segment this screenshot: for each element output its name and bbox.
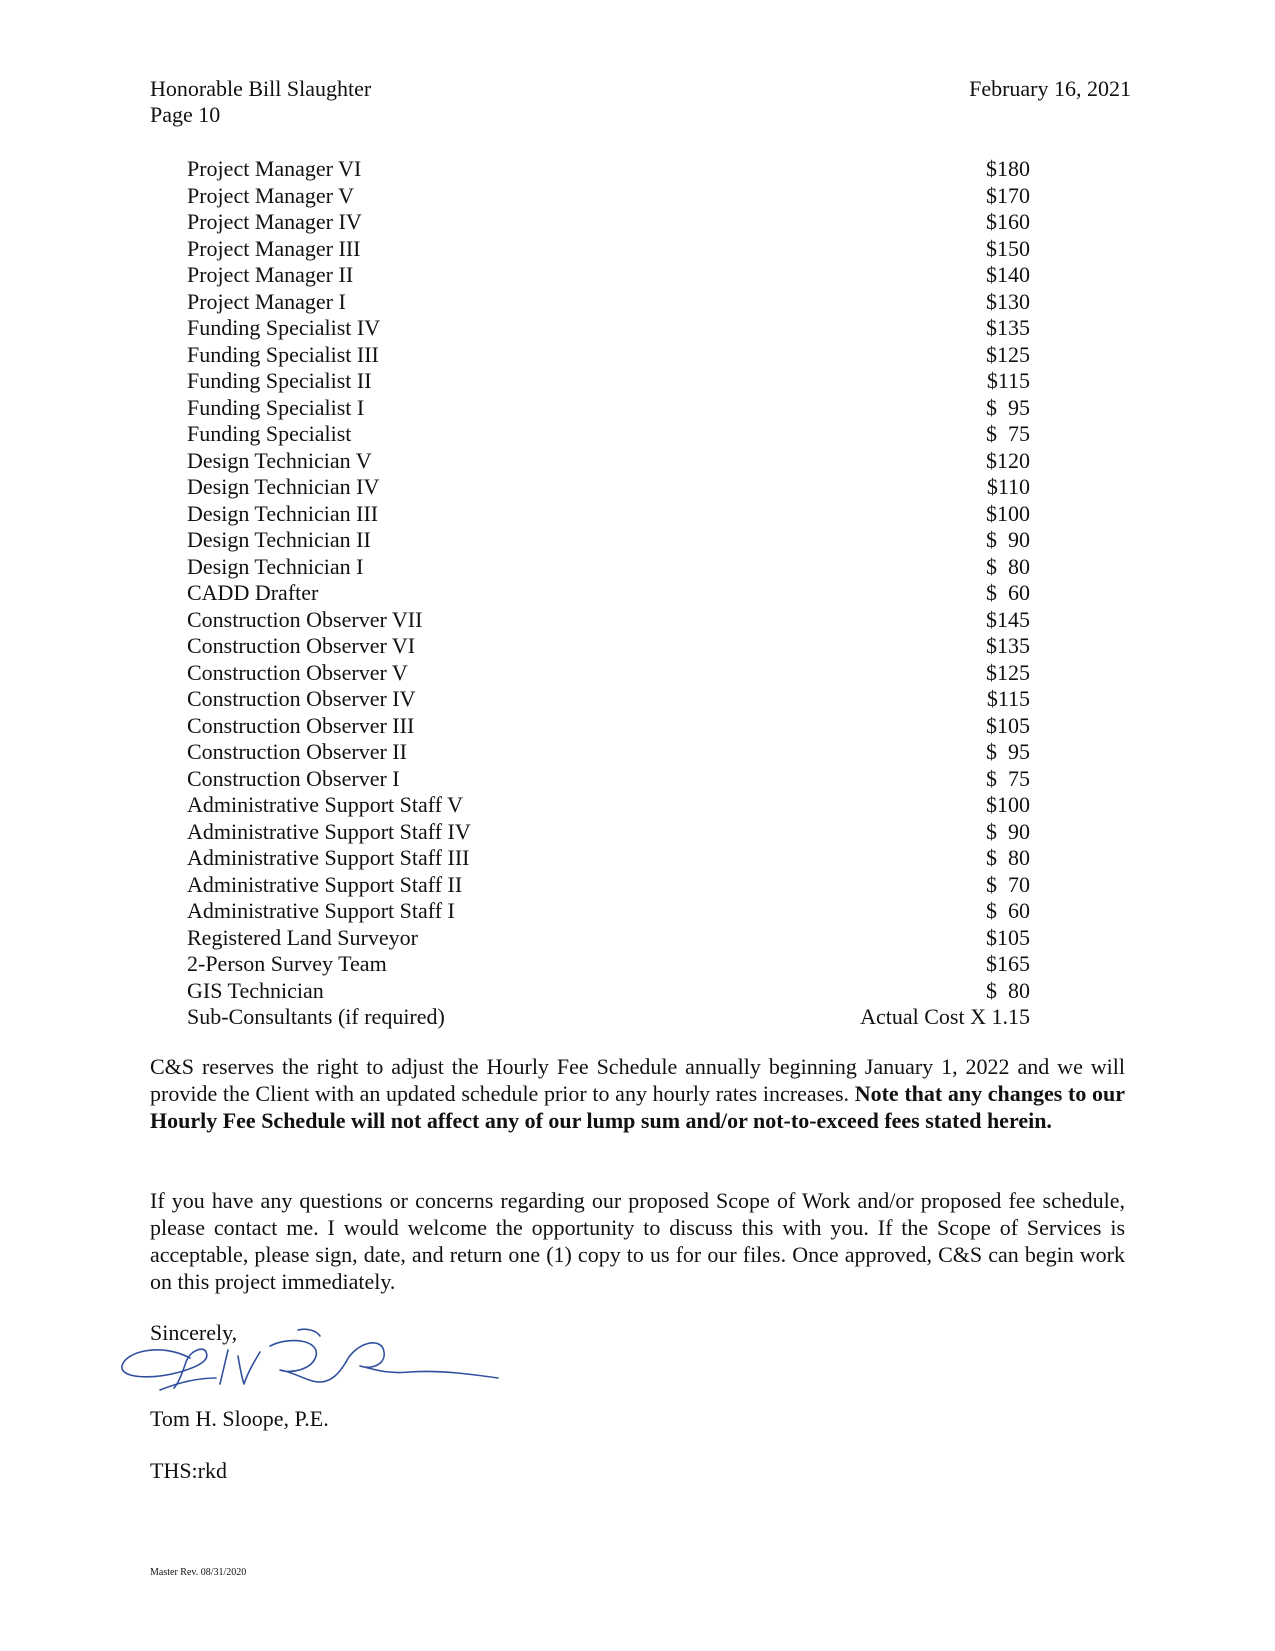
rate-amount: $115 bbox=[986, 368, 1030, 393]
rate-amount: $125 bbox=[986, 659, 1030, 685]
handwritten-signature bbox=[120, 1322, 520, 1402]
rate-amount: $ 95 bbox=[986, 739, 1030, 764]
rate-title: Construction Observer II bbox=[187, 739, 407, 764]
rate-row bbox=[187, 342, 1030, 369]
rate-amount: $130 bbox=[986, 288, 1030, 314]
rate-row bbox=[187, 395, 1030, 422]
rate-amount: $ 90 bbox=[986, 818, 1030, 844]
rate-amount: $ 70 bbox=[986, 871, 1030, 897]
rate-row bbox=[187, 368, 1030, 395]
rate-row bbox=[187, 448, 1030, 475]
rate-amount: $135 bbox=[986, 315, 1030, 340]
rate-row bbox=[187, 262, 1030, 289]
rate-row bbox=[187, 686, 1030, 713]
rate-title: Sub-Consultants (if required) bbox=[187, 1004, 445, 1029]
closing-salutation: Sincerely, bbox=[150, 1320, 238, 1345]
rate-row bbox=[187, 925, 1030, 952]
rate-title: Design Technician V bbox=[187, 447, 372, 473]
rate-amount: Actual Cost X 1.15 bbox=[860, 1004, 1030, 1029]
rate-amount: $165 bbox=[986, 951, 1030, 976]
rate-amount: $105 bbox=[986, 712, 1030, 738]
rate-title: Construction Observer V bbox=[187, 659, 408, 685]
rate-row bbox=[187, 474, 1030, 501]
rate-title: Construction Observer III bbox=[187, 712, 415, 738]
rate-row bbox=[187, 766, 1030, 793]
rate-title: Administrative Support Staff I bbox=[187, 898, 455, 923]
rate-title: CADD Drafter bbox=[187, 580, 319, 605]
rate-row bbox=[187, 792, 1030, 819]
rate-title: Administrative Support Staff III bbox=[187, 845, 470, 870]
rate-amount: $ 80 bbox=[986, 553, 1030, 579]
rate-amount: $ 60 bbox=[986, 580, 1030, 605]
rate-amount: $ 80 bbox=[986, 845, 1030, 870]
rate-amount: $ 95 bbox=[986, 394, 1030, 420]
rate-row bbox=[187, 209, 1030, 236]
rate-title: Registered Land Surveyor bbox=[187, 924, 418, 950]
rate-row bbox=[187, 580, 1030, 607]
rate-row bbox=[187, 156, 1030, 183]
rate-row bbox=[187, 633, 1030, 660]
rate-row bbox=[187, 421, 1030, 448]
rate-amount: $140 bbox=[986, 262, 1030, 287]
rate-title: Design Technician II bbox=[187, 527, 371, 552]
rate-title: Project Manager V bbox=[187, 182, 354, 208]
rate-amount: $180 bbox=[986, 156, 1030, 181]
rate-amount: $135 bbox=[986, 633, 1030, 658]
rate-title: Project Manager VI bbox=[187, 156, 362, 181]
footer-revision: Master Rev. 08/31/2020 bbox=[150, 1567, 247, 1578]
rate-amount: $100 bbox=[986, 500, 1030, 526]
rate-title: GIS Technician bbox=[187, 977, 324, 1003]
recipient-name: Honorable Bill Slaughter bbox=[150, 76, 372, 101]
rate-row bbox=[187, 898, 1030, 925]
rate-row bbox=[187, 713, 1030, 740]
rate-title: Construction Observer VII bbox=[187, 606, 423, 632]
rate-title: Project Manager IV bbox=[187, 209, 362, 234]
letter-header-left bbox=[150, 76, 371, 128]
rate-amount: $ 80 bbox=[986, 977, 1030, 1003]
rate-amount: $ 90 bbox=[986, 527, 1030, 552]
rate-title: Project Manager III bbox=[187, 235, 361, 261]
rate-row bbox=[187, 554, 1030, 581]
rate-amount: $105 bbox=[986, 924, 1030, 950]
rate-title: Administrative Support Staff IV bbox=[187, 818, 471, 844]
rate-title: Construction Observer VI bbox=[187, 633, 416, 658]
rate-title: Administrative Support Staff V bbox=[187, 792, 464, 817]
rate-row bbox=[187, 236, 1030, 263]
rate-amount: $120 bbox=[986, 447, 1030, 473]
rate-amount: $110 bbox=[986, 474, 1030, 499]
rate-title: Design Technician III bbox=[187, 500, 379, 526]
rate-row bbox=[187, 527, 1030, 554]
rate-amount: $115 bbox=[986, 686, 1030, 711]
rate-title: Funding Specialist bbox=[187, 421, 352, 446]
rate-row bbox=[187, 819, 1030, 846]
rate-amount: $ 60 bbox=[986, 898, 1030, 923]
rate-row bbox=[187, 501, 1030, 528]
rate-row bbox=[187, 845, 1030, 872]
rate-title: Design Technician I bbox=[187, 553, 364, 579]
letter-date: February 16, 2021 bbox=[969, 76, 1131, 101]
rate-row bbox=[187, 607, 1030, 634]
rate-title: Project Manager II bbox=[187, 262, 354, 287]
rate-row bbox=[187, 872, 1030, 899]
rate-row bbox=[187, 183, 1030, 210]
rate-title: Design Technician IV bbox=[187, 474, 380, 499]
rate-amount: $125 bbox=[986, 341, 1030, 367]
rate-title: Funding Specialist II bbox=[187, 368, 372, 393]
contact-paragraph: If you have any questions or concerns regarding our proposed Scope of Work and/or proposed fee schedule, please contact me. I would welcome the opportunity to discuss this with you. If the Scope of Services is acceptable, please sign, date, and return one (1) copy to us for our files. Once approved, C&S can begin work on this project immediately. bbox=[150, 1188, 1125, 1294]
rate-row bbox=[187, 739, 1030, 766]
rate-title: 2-Person Survey Team bbox=[187, 951, 387, 976]
rate-title: Funding Specialist I bbox=[187, 394, 365, 420]
rate-amount: $ 75 bbox=[986, 421, 1030, 446]
rate-row bbox=[187, 978, 1030, 1005]
rate-title: Funding Specialist III bbox=[187, 341, 379, 367]
page-number: Page 10 bbox=[150, 102, 221, 127]
rate-title: Construction Observer IV bbox=[187, 686, 416, 711]
rate-row bbox=[187, 660, 1030, 687]
rate-amount: $145 bbox=[986, 606, 1030, 632]
rate-amount: $160 bbox=[986, 209, 1030, 234]
fee-adjustment-text: C&S reserves the right to adjust the Hourly Fee Schedule annually beginning January 1, 2022 and we will provide the Client with an updated schedule prior to any hourly rates increases. bbox=[150, 1054, 1125, 1106]
rate-amount: $ 75 bbox=[986, 765, 1030, 791]
rate-amount: $100 bbox=[986, 792, 1030, 817]
rate-title: Funding Specialist IV bbox=[187, 315, 381, 340]
rate-row bbox=[187, 315, 1030, 342]
rate-title: Project Manager I bbox=[187, 288, 346, 314]
rate-amount: $170 bbox=[986, 182, 1030, 208]
signer-name: Tom H. Sloope, P.E. bbox=[150, 1406, 329, 1431]
hourly-fee-schedule bbox=[187, 156, 1030, 1031]
fee-adjustment-paragraph bbox=[150, 1053, 1125, 1134]
rate-row bbox=[187, 951, 1030, 978]
reference-initials: THS:rkd bbox=[150, 1458, 227, 1483]
rate-row bbox=[187, 1004, 1030, 1031]
rate-row bbox=[187, 289, 1030, 316]
rate-title: Administrative Support Staff II bbox=[187, 871, 463, 897]
fee-adjustment-note: Note that any changes to our Hourly Fee Schedule will not affect any of our lump sum and/or not-to-exceed fees stated herein. bbox=[150, 1081, 1125, 1133]
rate-title: Construction Observer I bbox=[187, 765, 400, 791]
rate-amount: $150 bbox=[986, 235, 1030, 261]
